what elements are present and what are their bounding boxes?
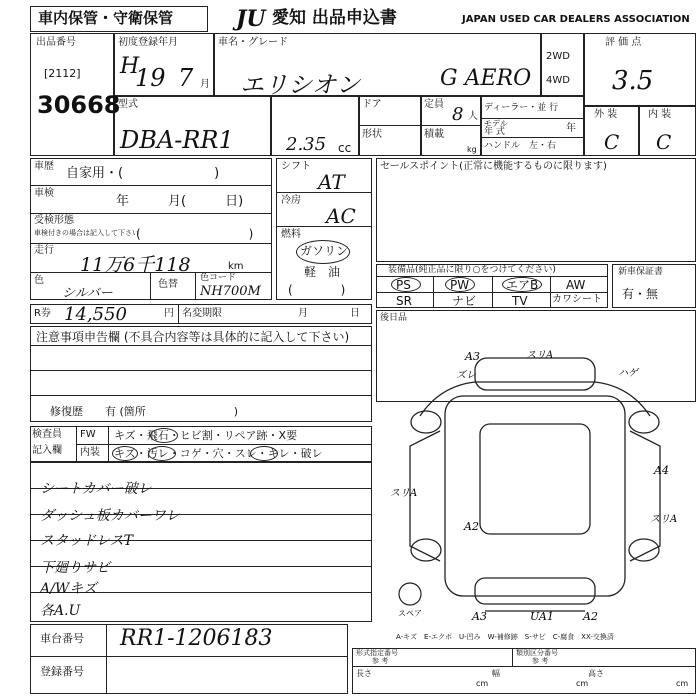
damage-diagram xyxy=(380,346,696,630)
remark-line-3: スタッドレスT xyxy=(40,533,133,549)
inspection-label: 車検 xyxy=(34,188,54,199)
class-number-ref: 参 考 xyxy=(532,657,549,665)
handle-label: ハンドル 左・右 xyxy=(484,141,557,151)
diagram-mark-a2-left: A2 xyxy=(464,520,479,533)
history-value: 自家用・( ) xyxy=(66,166,220,181)
load-label: 積載 xyxy=(424,129,444,140)
mileage-value: 11万6千118 xyxy=(80,254,191,276)
length-label: 長さ xyxy=(356,669,372,678)
color-value: シルバー xyxy=(62,286,113,301)
interior-items: キズ・汚レ・コゲ・穴・スレ・キレ・破レ xyxy=(114,447,323,460)
fw-label: FW xyxy=(80,429,96,440)
registration-month: 7 xyxy=(178,64,194,92)
diagram-mark-a2-bottom: A2 xyxy=(583,610,598,623)
color-code-label: 色コード xyxy=(200,273,237,283)
sales-point-frame xyxy=(376,158,696,262)
color-change-label: 色替 xyxy=(158,279,178,290)
grade-value: G AERO xyxy=(440,66,532,91)
diagram-mark-suri-top: スリA xyxy=(526,350,554,361)
mileage-unit: km xyxy=(228,261,244,272)
load-unit: kg xyxy=(467,145,477,154)
diagram-mark-ua1: UA1 xyxy=(530,610,554,623)
shift-label: シフト xyxy=(281,161,311,172)
spare-label: スペア xyxy=(398,609,422,618)
door-label: ドア xyxy=(362,99,382,110)
spare-circle xyxy=(399,583,421,605)
displacement-value: 2.35 xyxy=(286,134,327,155)
shift-value: AT xyxy=(318,170,345,194)
receipt-label: 受検形態 xyxy=(34,215,74,226)
shape-number-label: 形式指定番号 xyxy=(356,649,398,657)
height-unit: cm xyxy=(676,679,689,688)
shape-number-ref: 参 考 xyxy=(372,657,389,665)
rating-label: 評 価 点 xyxy=(605,37,642,48)
interior-label: 内 装 xyxy=(648,109,672,120)
chassis-label: 車台番号 xyxy=(40,632,84,645)
entry-number-label: 出品番号 xyxy=(36,37,76,48)
back-items-label: 後日品 xyxy=(380,313,408,323)
car-name-value: エリシオン xyxy=(240,71,360,99)
entry-number: 30668 xyxy=(37,91,121,119)
registration-year: 19 xyxy=(135,64,166,92)
height-label: 高さ xyxy=(588,669,604,678)
interior-value: C xyxy=(656,130,672,154)
airbag-circle xyxy=(502,277,542,292)
fuel-value-gasoline: ガソリン xyxy=(300,244,349,258)
form-title: 愛知 出品申込書 xyxy=(272,8,397,28)
shape-label: 形状 xyxy=(362,129,382,140)
stain-circle xyxy=(148,446,176,461)
equipment-seat: カワシート xyxy=(552,294,602,305)
ps-circle xyxy=(391,277,421,292)
warranty-value: 有・無 xyxy=(622,287,659,301)
damage-legend: A-キズ E-エクボ U-凹み W-補修跡 S-サビ C-腐食 XX-交換済 xyxy=(396,633,614,641)
model-value: DBA-RR1 xyxy=(120,126,234,154)
storage-label: 車内保管・守衛保管 xyxy=(38,9,174,27)
mileage-label: 走行 xyxy=(34,245,54,256)
lane-number: [2112] xyxy=(44,67,81,80)
rating-score: 3.5 xyxy=(612,66,654,96)
pw-circle xyxy=(445,277,475,292)
recycle-value: 14,550 xyxy=(64,304,127,325)
equipment-pw: PW xyxy=(450,278,470,292)
fuel-paren: ( ) xyxy=(288,283,346,297)
name-change-day: 日 xyxy=(350,308,360,319)
dealer-label: ディーラー・並 行 xyxy=(484,103,559,113)
ac-label: 冷房 xyxy=(281,195,301,206)
diagram-mark-a4: A4 xyxy=(654,464,669,477)
class-number-label: 類別区分番号 xyxy=(516,649,558,657)
recycle-unit: 円 xyxy=(164,308,174,319)
color-code-value: NH700M xyxy=(200,284,261,299)
sales-point-label: セールスポイント(正常に機能するものに限ります) xyxy=(380,161,607,172)
displacement-unit: cc xyxy=(338,141,352,155)
equipment-navi: ナビ xyxy=(452,294,477,308)
inspection-value: 年 月( 日) xyxy=(116,194,244,209)
model-label: 型式 xyxy=(118,99,138,110)
diagram-mark-suri-right: スリA xyxy=(650,514,678,525)
year-unit: 年 xyxy=(566,123,576,134)
model-year-label-2: 年 式 xyxy=(484,127,505,137)
inspector-label: 検査員 xyxy=(32,429,62,440)
repair-history-label: 修復歴 有 (箇所 ) xyxy=(50,405,239,418)
equipment-tv: TV xyxy=(512,294,528,308)
capacity-unit: 人 xyxy=(468,111,478,122)
exterior-value: C xyxy=(604,130,620,154)
diagram-mark-a3-top: A3 xyxy=(465,350,480,363)
fw-items: キズ・飛石・ヒビ割・リペア跡・X要 xyxy=(114,429,298,442)
chassis-value: RR1-1206183 xyxy=(120,626,273,651)
diagram-mark-zure: ズレ xyxy=(456,370,476,381)
record-label: 記入欄 xyxy=(32,445,62,456)
drive-4wd-label: 4WD xyxy=(546,75,570,86)
remark-line-6: 各A.U xyxy=(40,603,81,619)
diagram-mark-hage: ハゲ xyxy=(618,368,638,379)
remark-line-5: A/Wキズ xyxy=(40,581,97,597)
chip-circle xyxy=(150,428,178,443)
wear-circle xyxy=(250,446,278,461)
name-change-month: 月 xyxy=(298,308,308,319)
ju-logo: JU xyxy=(236,6,266,32)
remark-line-1: シートカバー破レ xyxy=(40,481,152,497)
month-unit: 月 xyxy=(200,79,210,90)
form-title-english: JAPAN USED CAR DEALERS ASSOCIATION xyxy=(462,14,690,25)
scratch-circle xyxy=(112,446,138,461)
fuel-value-diesel: 軽 油 xyxy=(304,265,341,279)
capacity-value: 8 xyxy=(452,104,464,125)
registration-era: H xyxy=(120,54,140,79)
history-label: 車歴 xyxy=(34,161,54,172)
length-unit: cm xyxy=(476,679,489,688)
registration-number-label: 登録番号 xyxy=(40,665,84,678)
warranty-label: 新車保証書 xyxy=(618,267,664,277)
color-label: 色 xyxy=(34,275,44,286)
fuel-label: 燃料 xyxy=(281,229,301,240)
car-name-label: 車名・グレード xyxy=(218,37,288,48)
model-year-label-1: モデル xyxy=(484,119,508,128)
receipt-paren: ( ) xyxy=(136,227,254,241)
diagram-mark-suri-left: スリA xyxy=(390,488,418,499)
equipment-airbag: エアB xyxy=(506,278,539,292)
capacity-label: 定員 xyxy=(424,99,444,110)
remark-line-2: ダッシュ板カバーワレ xyxy=(40,508,180,524)
ac-value: AC xyxy=(326,204,356,228)
name-change-label: 名変期限 xyxy=(182,308,222,319)
drive-2wd-label: 2WD xyxy=(546,51,570,62)
interior-items-label: 内装 xyxy=(80,447,100,458)
remark-line-4: 下廻りサビ xyxy=(40,560,110,576)
equipment-aw: AW xyxy=(566,278,586,292)
equipment-ps: PS xyxy=(396,278,411,292)
exterior-label: 外 装 xyxy=(594,109,618,120)
registration-label: 初度登録年月 xyxy=(118,37,178,48)
diagram-mark-a3-bottom: A3 xyxy=(472,610,487,623)
equipment-sr: SR xyxy=(396,294,412,308)
notes-label: 注意事項申告欄 (不具合内容等は具体的に記入して下さい) xyxy=(36,330,350,344)
recycle-label: R券 xyxy=(34,308,51,319)
receipt-note: 車検付きの場合は記入して下さい xyxy=(34,229,139,237)
width-unit: cm xyxy=(576,679,589,688)
width-label: 幅 xyxy=(492,669,500,678)
equipment-label: 装備品(純正品に限り○をつけてください) xyxy=(388,265,556,275)
